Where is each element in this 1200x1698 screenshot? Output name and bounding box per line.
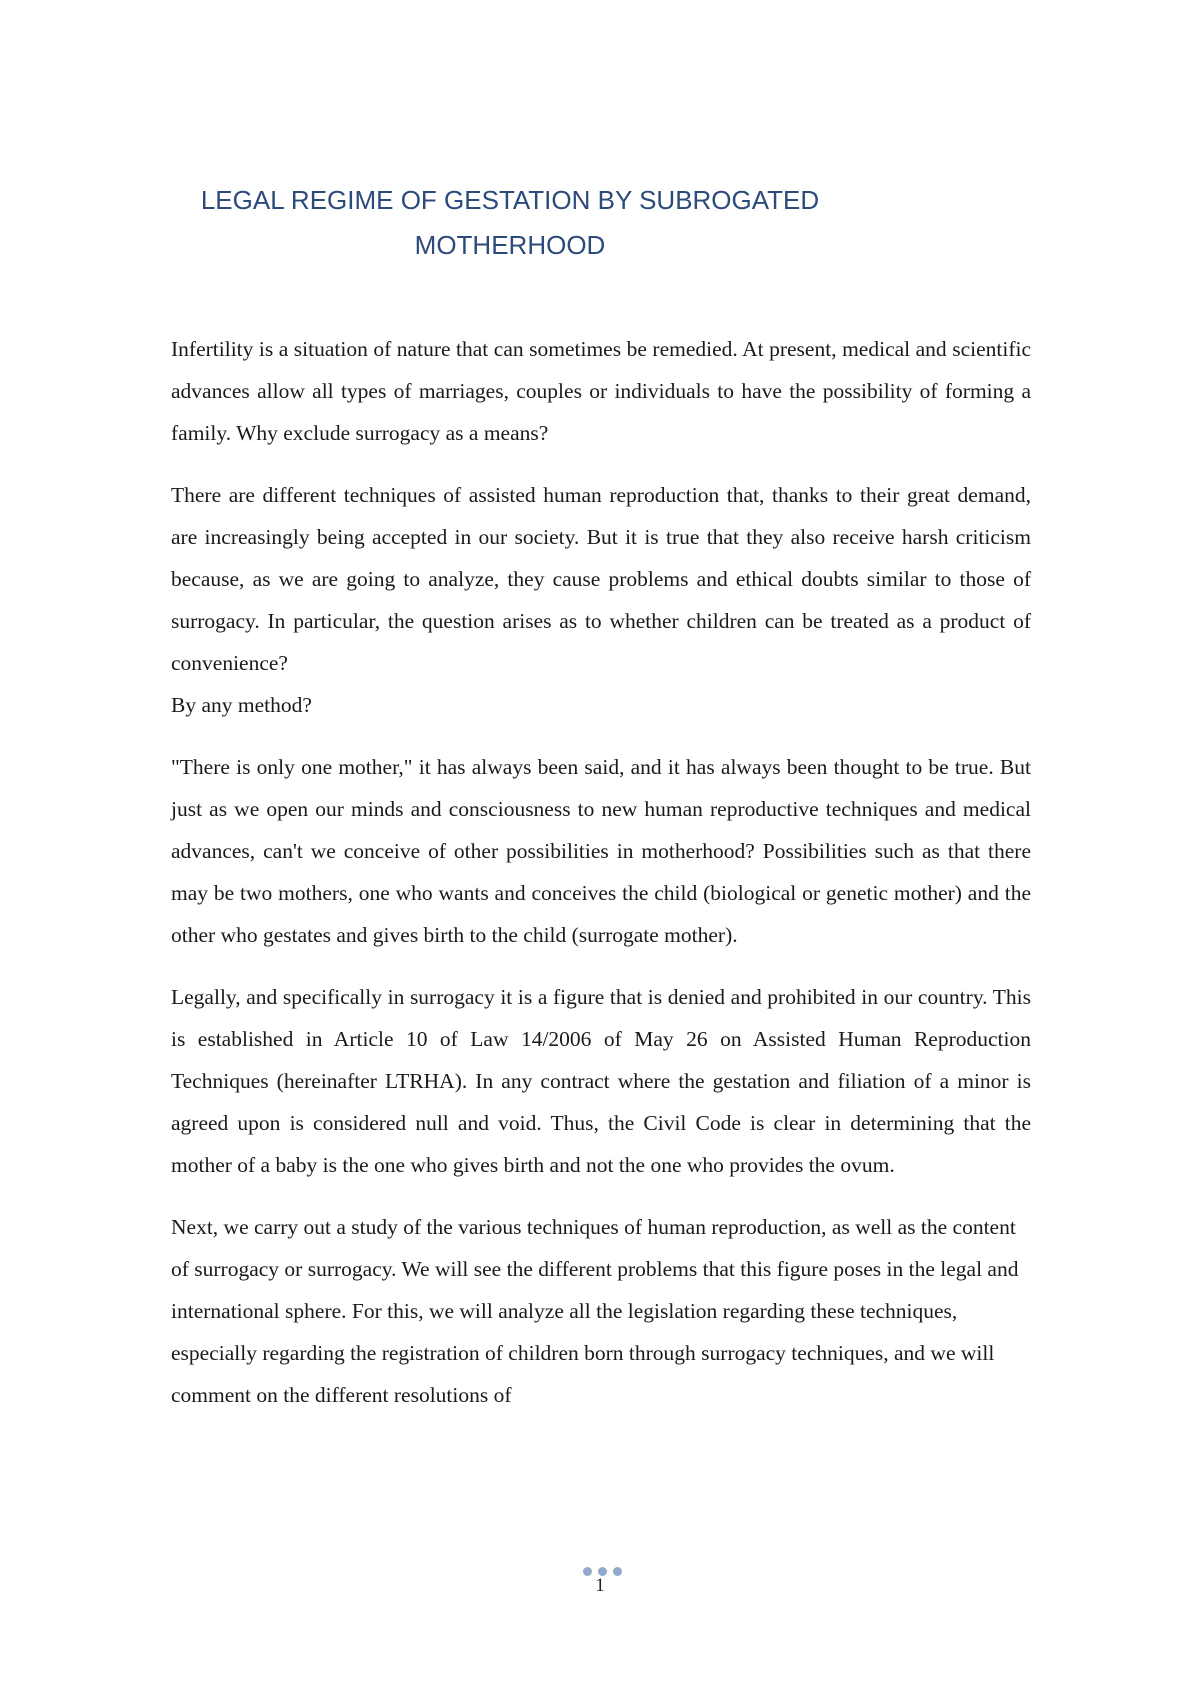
title-line-2: MOTHERHOOD	[414, 230, 606, 260]
document-body	[171, 328, 1031, 1436]
page-number: 1	[595, 1575, 605, 1596]
paragraph-4: "There is only one mother," it has always been said, and it has always been thought to be true. But just as we open our minds and consciousness to new human reproductive techniques and medical advances, can't we conceive of other possibilities in motherhood? Possibilities such as that there may be two mothers, one who wants and conceives the child (biological or genetic mother) and the other who gestates and gives birth to the child (surrogate mother).	[171, 755, 1031, 947]
title-line-1: LEGAL REGIME OF GESTATION BY SUBROGATED	[200, 185, 820, 215]
paragraph-1: Infertility is a situation of nature that can sometimes be remedied. At present, medical and scientific advances allow all types of marriages, couples or individuals to have the possibility of forming a family. Why exclude surrogacy as a means?	[171, 337, 1031, 445]
paragraph-6: Next, we carry out a study of the various techniques of human reproduction, as well as the content of surrogacy or surrogacy. We will see the different problems that this figure poses in the legal and international sphere. For this, we will analyze all the legislation regarding these techniques, especially regarding the registration of children born through surrogacy techniques, and we will comment on the different resolutions of	[171, 1215, 1019, 1407]
document-title	[170, 178, 850, 268]
paragraph-3: By any method?	[171, 693, 312, 717]
paragraph-2: There are different techniques of assisted human reproduction that, thanks to their great demand, are increasingly being accepted in our society. But it is true that they also receive harsh criticism because, as we are going to analyze, they cause problems and ethical doubts similar to those of surrogacy. In particular, the question arises as to whether children can be treated as a product of convenience?	[171, 483, 1031, 675]
paragraph-5: Legally, and specifically in surrogacy it is a figure that is denied and prohibited in our country. This is established in Article 10 of Law 14/2006 of May 26 on Assisted Human Reproduction Techniques (hereinafter LTRHA). In any contract where the gestation and filiation of a minor is agreed upon is considered null and void. Thus, the Civil Code is clear in determining that the mother of a baby is the one who gives birth and not the one who provides the ovum.	[171, 985, 1031, 1177]
